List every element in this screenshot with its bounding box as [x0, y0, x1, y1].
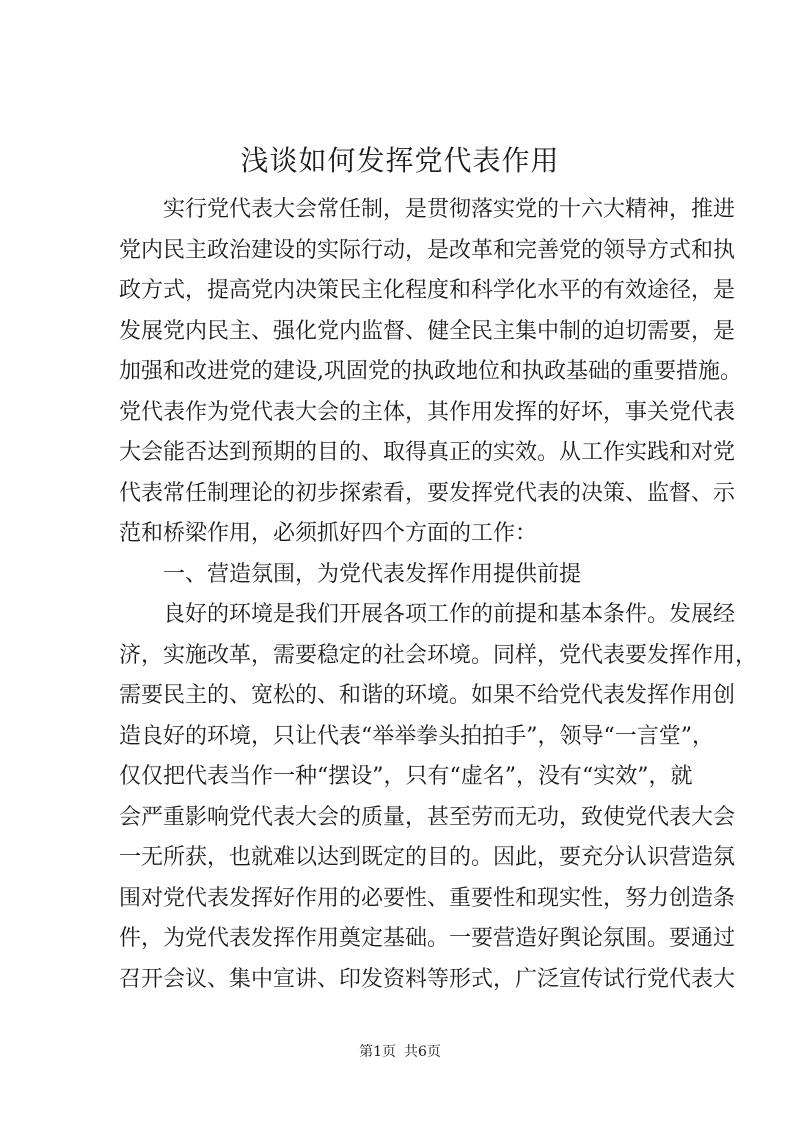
text-line: 围对党代表发挥好作用的必要性、重要性和现实性，努力创造条: [119, 885, 736, 911]
page-number: 第1页: [359, 1044, 396, 1060]
text-line: 党内民主政治建设的实际行动，是改革和完善党的领导方式和执: [119, 237, 736, 263]
page-title: 浅谈如何发挥党代表作用: [240, 144, 560, 177]
body-text: [119, 190, 758, 1000]
text-line: 政方式，提高党内决策民主化程度和科学化水平的有效途径，是: [119, 278, 736, 303]
page-footer: [0, 1042, 800, 1062]
text-line: 仅仅把代表当作一种“摆设”，只有“虚名”，没有“实效”，就: [119, 764, 693, 789]
text-line: 党代表作为党代表大会的主体，其作用发挥的好坏，事关党代表: [119, 399, 736, 425]
text-line: 造良好的环境，只让代表“举举拳头拍拍手”，领导“一言堂”，: [119, 723, 714, 749]
text-line: 一无所获，也就难以达到既定的目的。因此，要充分认识营造氛: [119, 845, 736, 870]
text-line: 发展党内民主、强化党内监督、健全民主集中制的迫切需要，是: [119, 318, 736, 344]
text-line: 会严重影响党代表大会的质量，甚至劳而无功，致使党代表大会: [119, 804, 736, 830]
text-line: 件，为党代表发挥作用奠定基础。一要营造好舆论氛围。要通过: [119, 926, 736, 951]
text-line: 召开会议、集中宣讲、印发资料等形式，广泛宣传试行党代表大: [119, 966, 736, 992]
text-line: 大会能否达到预期的目的、取得真正的实效。从工作实践和对党: [119, 440, 736, 465]
text-line: 一、营造氛围，为党代表发挥作用提供前提: [119, 561, 582, 587]
text-line: 需要民主的、宽松的、和谐的环境。如果不给党代表发挥作用创: [119, 683, 736, 708]
text-line: 济，实施改革，需要稳定的社会环境。同样，党代表要发挥作用，: [119, 642, 758, 668]
text-line: 范和桥梁作用，必须抓好四个方面的工作：: [119, 521, 538, 546]
page-total: 共6页: [404, 1044, 441, 1060]
text-line: 实行党代表大会常任制，是贯彻落实党的十六大精神，推进: [119, 197, 736, 222]
text-line: 良好的环境是我们开展各项工作的前提和基本条件。发展经: [119, 602, 736, 627]
text-line: 加强和改进党的建设,巩固党的执政地位和执政基础的重要措施。: [119, 359, 742, 384]
text-line: 代表常任制理论的初步探索看，要发挥党代表的决策、监督、示: [119, 480, 736, 506]
